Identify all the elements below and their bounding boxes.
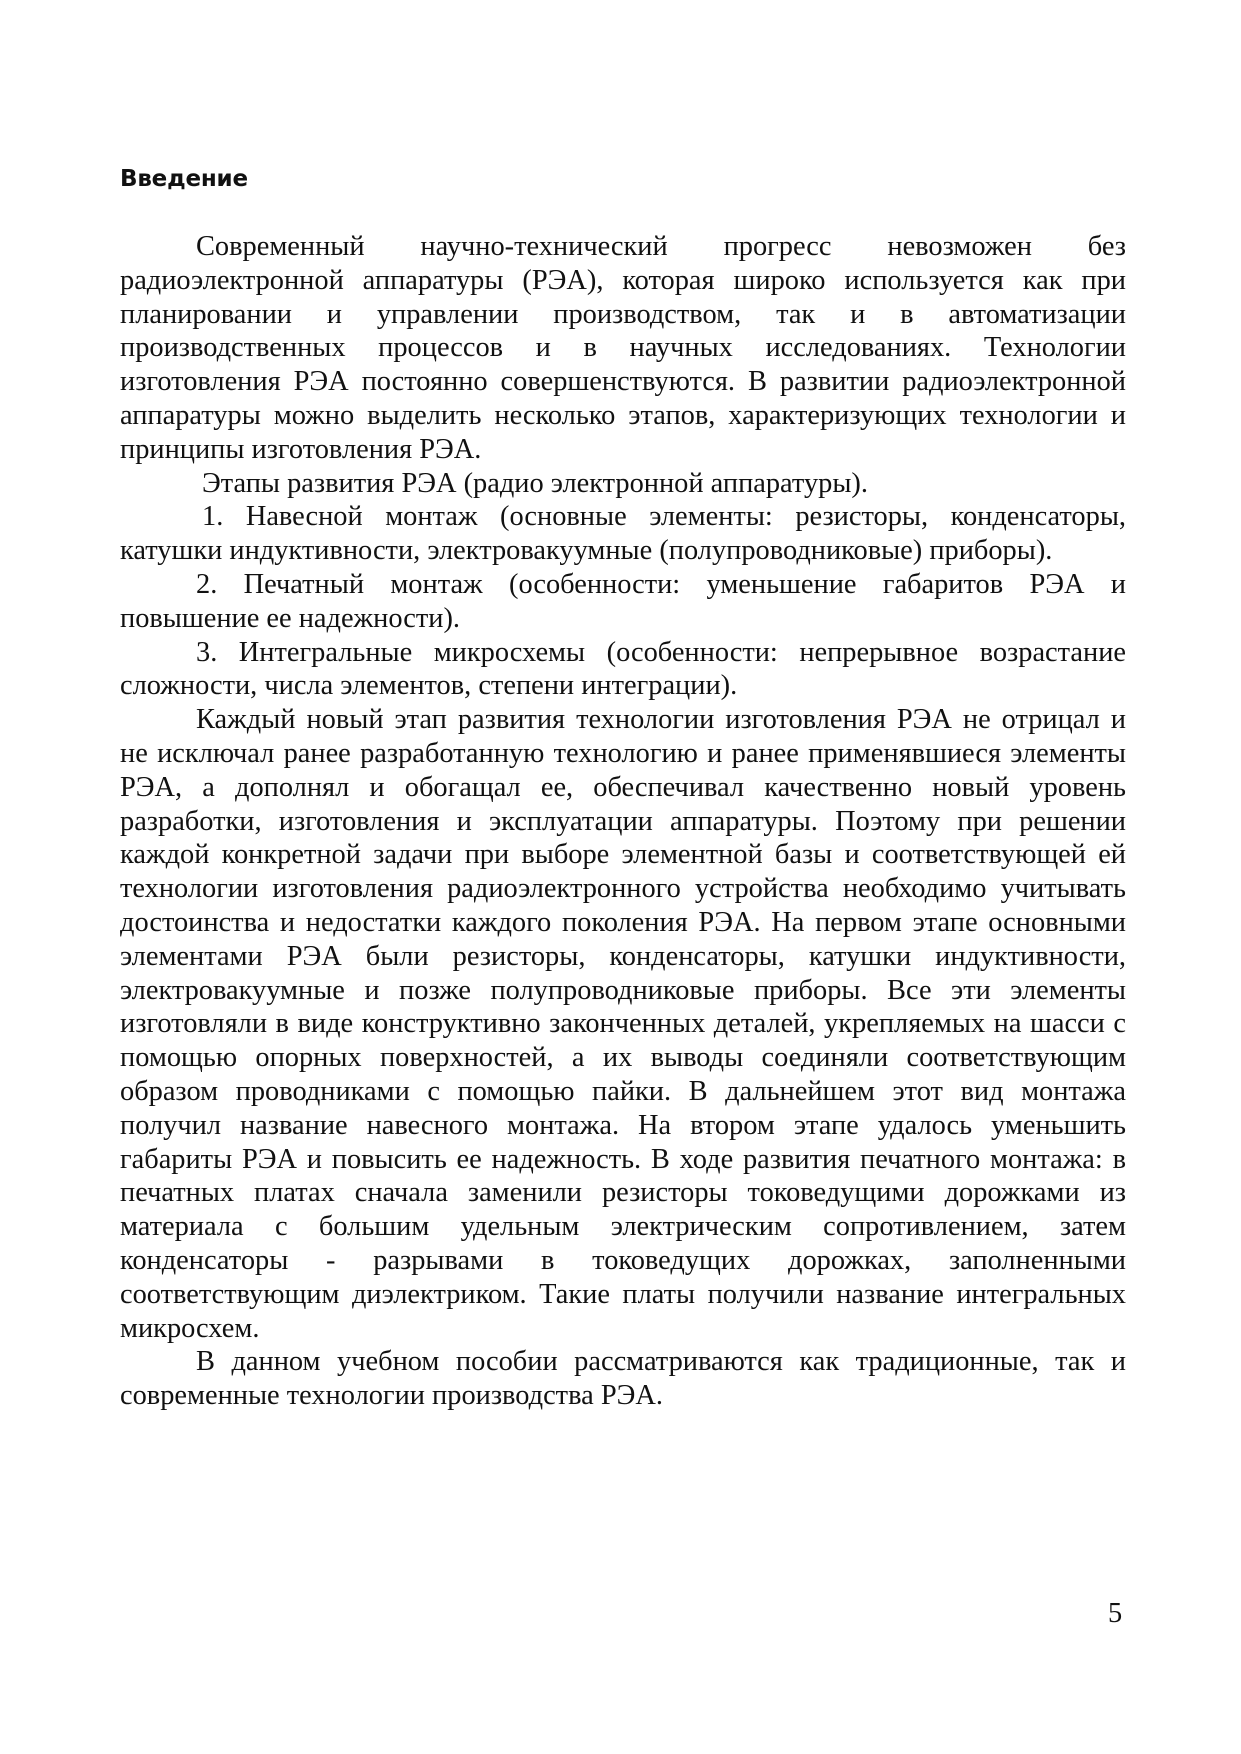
list-item-3: 3. Интегральные микросхемы (особенности: непрерывное возрастание сложности, числа элементов, степени интеграции). [120, 636, 1126, 702]
list-item-2: 2. Печатный монтаж (особенности: уменьшение габаритов РЭА и повышение ее надежности). [120, 568, 1126, 634]
paragraph-development: Каждый новый этап развития технологии изготовления РЭА не отрицал и не исключал ранее разработанную технологию и ранее применявшиеся элементы РЭА, а дополнял и обогащал ее, обеспечивал качественно новый уровень разработки, изготовления и эксплуатации аппаратуры. Поэтому при решении каждой конкретной задачи при выборе элементной базы и соответствующей ей технологии изготовления радиоэлектронного устройства необходимо учитывать достоинства и недостатки каждого поколения РЭА. На первом этапе основными элементами РЭА были резисторы, конденсаторы, катушки индуктивности, электровакуумные и позже полупроводниковые приборы. Все эти элементы изготовляли в виде конструктивно законченных деталей, укрепляемых на шасси с помощью опорных поверхностей, а их выводы соединяли соответствующим образом проводниками с помощью пайки. В дальнейшем этот вид монтажа получил название навесного монтажа. На втором этапе удалось уменьшить габариты РЭА и повысить ее надежность. В ходе развития печатного монтажа: в печатных платах сначала заменили резисторы токоведущими дорожками из материала с большим удельным электрическим сопротивлением, затем конденсаторы - разрывами в токоведущих дорожках, заполненными соответствующим диэлектриком. Такие платы получили название интегральных микросхем. [120, 704, 1126, 1344]
body-text [120, 230, 1126, 1413]
list-item-1: 1. Навесной монтаж (основные элементы: резисторы, конденсаторы, катушки индуктивности, электровакуумные (полупроводниковые) приборы). [120, 501, 1126, 567]
paragraph-conclusion: В данном учебном пособии рассматриваются как традиционные, так и современные технологии производства РЭА. [120, 1346, 1126, 1412]
page-number: 5 [1108, 1598, 1123, 1629]
section-heading: Введение [120, 166, 248, 192]
paragraph-intro: Современный научно-технический прогресс невозможен без радиоэлектронной аппаратуры (РЭА), которая широко используется как при планировании и управлении производством, так и в автоматизации производственных процессов и в научных исследованиях. Технологии изготовления РЭА постоянно совершенствуются. В развитии радиоэлектронной аппаратуры можно выделить несколько этапов, характеризующих технологии и принципы изготовления РЭА. [120, 231, 1126, 465]
paragraph-stages-title: Этапы развития РЭА (радио электронной аппаратуры). [202, 467, 868, 499]
